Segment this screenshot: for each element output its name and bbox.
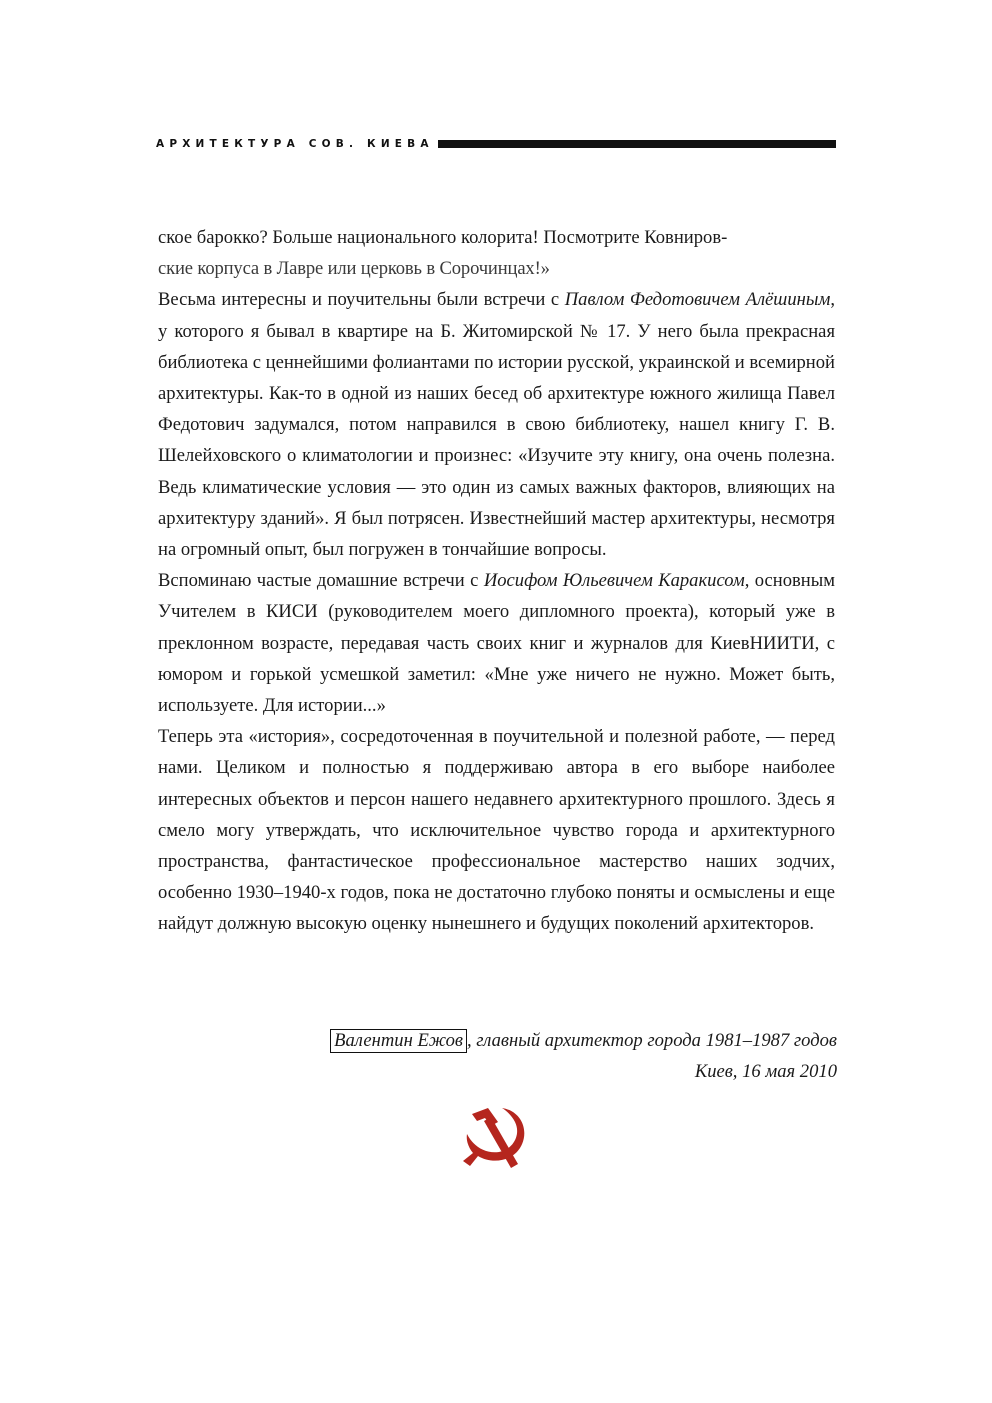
- person-name-aleshin: Павлом Федотовичем Алёшиным: [564, 289, 831, 311]
- author-name: Валентин Ежов: [330, 1029, 467, 1053]
- emblem-shapes: [463, 1108, 524, 1168]
- paragraph-1-line-1: ское барокко? Больше национального колорита! Посмотрите Ковниров-: [158, 227, 728, 248]
- header-title: АРХИТЕКТУРА СОВ. КИЕВА: [156, 137, 434, 150]
- running-header: [156, 133, 836, 155]
- paragraph-4: Теперь эта «история», сосредоточенная в поучительной и полезной работе, — перед нами. Целиком и полностью я поддерживаю автора в его выборе наиболее интересных объектов и персон нашего недавнего архитектурного прошлого. Здесь я смело могу утверждать, что исключительное чувство города и архитектурного пространства, фантастическое профессиональное мастерство наших зодчих, особенно 1930–1940-х годов, пока не достаточно глубоко поняты и осмыслены и еще найдут должную высокую оценку нынешнего и будущих поколений архитекторов.: [158, 726, 835, 935]
- paragraph-1-line-2: ские корпуса в Лавре или церковь в Сорочинцах!»: [158, 258, 550, 280]
- paragraph-2: [158, 284, 835, 565]
- hammer-handle: [484, 1117, 518, 1168]
- paragraph-3-start: Вспоминаю частые домашние встречи с: [158, 570, 484, 592]
- paragraph-2-rest: , у которого я бывал в квартире на Б. Житомирской № 17. У него была прекрасная библиотека с ценнейшими фолиантами по истории русской, украинской и всемирной архитектуры. Как-то в одной из наших бесед об архитектуре южного жилища Павел Федотович задумался, потом направился в свою библиотеку, нашел книгу Г. В. Шелейховского о климатологии и произнес: «Изучите эту книгу, она очень полезна. Ведь климатические условия — это один из самых важных факторов, влияющих на архитектуру зданий». Я был потрясен. Известнейший мастер архитектуры, несмотря на огромный опыт, был погружен в тончайшие вопросы.: [158, 289, 835, 561]
- paragraph-3: [158, 565, 835, 721]
- person-name-karakis: Иосифом Юльевичем Каракисом: [483, 570, 745, 592]
- header-rule: [438, 140, 836, 148]
- paragraph-3-rest: , основным Учителем в КИСИ (руководителем моего дипломного проекта), который уже в преклонном возрасте, передавая часть своих книг и журналов для КиевНИИТИ, с юмором и горькой усмешкой заметил: «Мне уже ничего не нужно. Может быть, используете. Для истории...»: [158, 570, 836, 717]
- signature-block: [240, 1025, 837, 1087]
- signature-line: [240, 1025, 837, 1056]
- paragraph-1: [158, 222, 835, 284]
- place-date: Киев, 16 мая 2010: [694, 1061, 837, 1082]
- hammer-and-sickle-icon: [458, 1106, 532, 1172]
- paragraph-2-start: Весьма интересны и поучительны были встречи с: [158, 289, 565, 311]
- author-role: , главный архитектор города 1981–1987 годов: [467, 1030, 837, 1051]
- article-body: [158, 222, 835, 940]
